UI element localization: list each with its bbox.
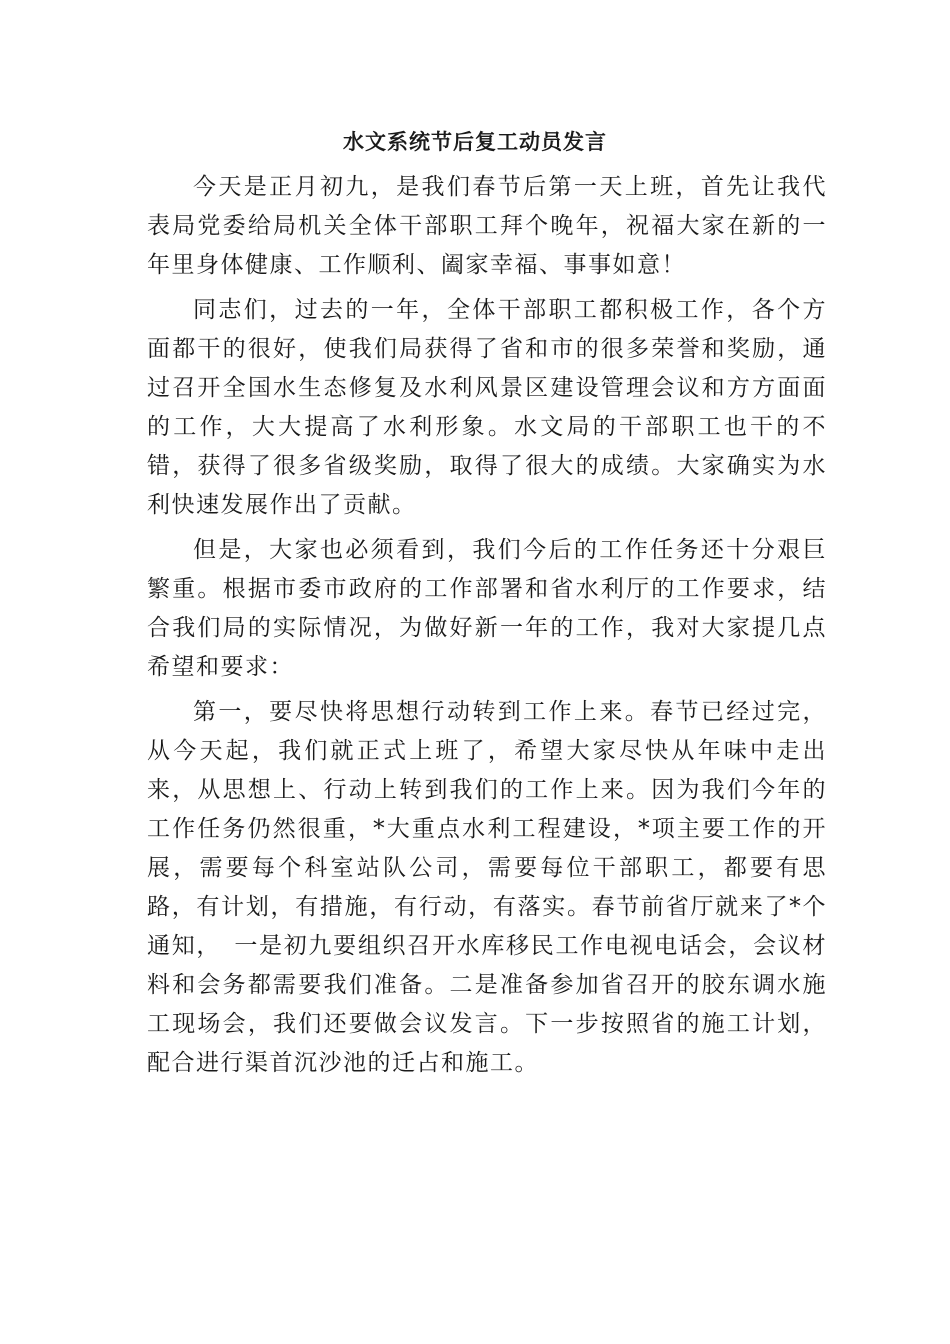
- document-title: 水文系统节后复工动员发言: [343, 130, 607, 154]
- paragraph: 今天是正月初九，是我们春节后第一天上班，首先让我代表局党委给局机关全体干部职工拜个晚年，祝福大家在新的一年里身体健康、工作顺利、阖家幸福、事事如意！: [147, 174, 827, 278]
- paragraph: 第一，要尽快将思想行动转到工作上来。春节已经过完，从今天起，我们就正式上班了，希望大家尽快从年味中走出来，从思想上、行动上转到我们的工作上来。因为我们今年的工作任务仍然很重，*大重点水利工程建设，*项主要工作的开展，需要每个科室站队公司，需要每位干部职工，都要有思路，有计划，有措施，有行动，有落实。春节前省厅就来了*个通知， 一是初九要组织召开水库移民工作电视电话会，会议材料和会务都需要我们准备。二是准备参加省召开的胶东调水施工现场会，我们还要做会议发言。下一步按照省的施工计划，配合进行渠首沉沙池的迁占和施工。: [147, 699, 827, 1076]
- paragraph: 同志们，过去的一年，全体干部职工都积极工作，各个方面都干的很好，使我们局获得了省和市的很多荣誉和奖励，通过召开全国水生态修复及水利风景区建设管理会议和方方面面的工作，大大提高了水利形象。水文局的干部职工也干的不错，获得了很多省级奖励，取得了很大的成绩。大家确实为水利快速发展作出了贡献。: [147, 297, 827, 518]
- paragraph: 但是，大家也必须看到，我们今后的工作任务还十分艰巨繁重。根据市委市政府的工作部署和省水利厅的工作要求，结合我们局的实际情况，为做好新一年的工作，我对大家提几点希望和要求：: [147, 537, 827, 680]
- document-body: [147, 168, 827, 1089]
